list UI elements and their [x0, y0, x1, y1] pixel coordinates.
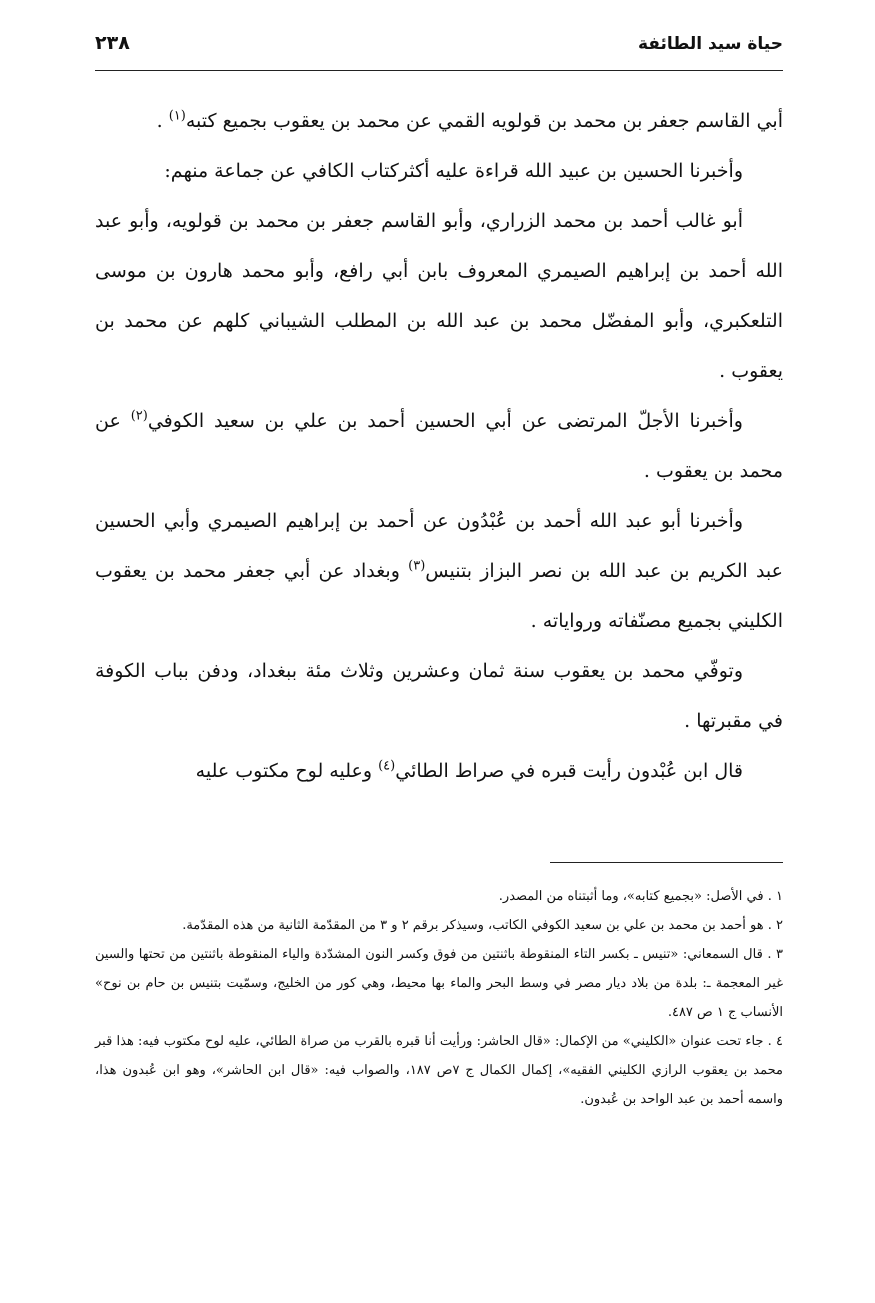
footnote-2: ٢ . هو أحمد بن محمد بن علي بن سعيد الكوفي الكاتب، وسيذكر برقم ٢ و ٣ من المقدّمة الثانية من هذه المقدّمة. [182, 918, 783, 933]
footnote-ref-2: (٢) [130, 408, 148, 424]
footnote-ref-3: (٣) [408, 558, 426, 574]
paragraph-5-text-a: وأخبرنا أبو عبد الله أحمد بن عُبْدُون عن أحمد بن إبراهيم الصيمري وأبي الحسين عبد الكريم بن عبد الله بن نصر البزاز بتنيس [95, 510, 783, 582]
paragraph-5 [95, 496, 783, 646]
footnote-3: ٣ . قال السمعاني: «تنيس ـ بكسر التاء المنقوطة باثنتين من فوق وكسر النون المشدّدة والياء المنقوطة باثنتين من تحتها والسين غير المعجمة ـ: بلدة من بلاد ديار مصر في وسط البحر والماء بها محيط، وهي كور من الخليج، وسمّيت بتنيس بن حام بن نوح» الأنساب ج ١ ص ٤٨٧. [95, 947, 783, 1020]
paragraph-2: وأخبرنا الحسين بن عبيد الله قراءة عليه أكثركتاب الكافي عن جماعة منهم: [164, 160, 743, 182]
paragraph-4-text: وأخبرنا الأجلّ المرتضى عن أبي الحسين أحمد بن علي بن سعيد الكوفي [147, 410, 743, 432]
footnote-ref-1: (١) [168, 108, 186, 124]
page-header [95, 30, 783, 71]
paragraph-3: أبو غالب أحمد بن محمد الزراري، وأبو القاسم جعفر بن محمد بن قولويه، وأبو عبد الله أحمد بن إبراهيم الصيمري المعروف بابن أبي رافع، وأبو محمد هارون بن موسى التلعكبري، وأبو المفضّل محمد بن عبد الله بن المطلب الشيباني كلهم عن محمد بن يعقوب . [95, 210, 783, 382]
paragraph-4-end: عن محمد بن يعقوب . [95, 410, 783, 482]
main-text [95, 96, 783, 796]
footnote-1: ١ . في الأصل: «بجميع كتابه»، وما أثبتناه من المصدر. [498, 889, 783, 904]
footnote-separator [550, 862, 783, 863]
paragraph-1 [95, 96, 783, 146]
paragraph-1-text: أبي القاسم جعفر بن محمد بن قولويه القمي عن محمد بن يعقوب بجميع كتبه [185, 110, 783, 132]
paragraph-5-text-b: وبغداد عن أبي جعفر محمد بن يعقوب الكليني بجميع مصنّفاته ورواياته . [95, 560, 783, 632]
paragraph-7 [95, 746, 783, 796]
paragraph-1-end: . [156, 110, 163, 132]
paragraph-6: وتوفّي محمد بن يعقوب سنة ثمان وعشرين وثلاث مئة ببغداد، ودفن بباب الكوفة في مقبرتها . [95, 660, 783, 732]
running-title: حياة سيد الطائفة [637, 34, 783, 54]
footnote-ref-4: (٤) [378, 758, 396, 774]
paragraph-7-text-b: وعليه لوح مكتوب عليه [195, 760, 373, 782]
page-number: ٢٣٨ [95, 32, 130, 54]
footnote-4: ٤ . جاء تحت عنوان «الكليني» من الإكمال: «قال الحاشر: ورأيت أنا قبره بالقرب من صراة الطائي، عليه لوح مكتوب فيه: هذا قبر محمد بن يعقوب الرازي الكليني الفقيه»، إكمال الكمال ج ٧ص ١٨٧، والصواب فيه: «قال ابن الحاشر»، وهو ابن عُبدون هذا، واسمه أحمد بن عبد الواحد بن عُبدون. [95, 1034, 783, 1107]
footnotes [95, 882, 783, 1114]
paragraph-4 [95, 396, 783, 496]
paragraph-7-text-a: قال ابن عُبْدون رأيت قبره في صراط الطائي [395, 760, 743, 782]
